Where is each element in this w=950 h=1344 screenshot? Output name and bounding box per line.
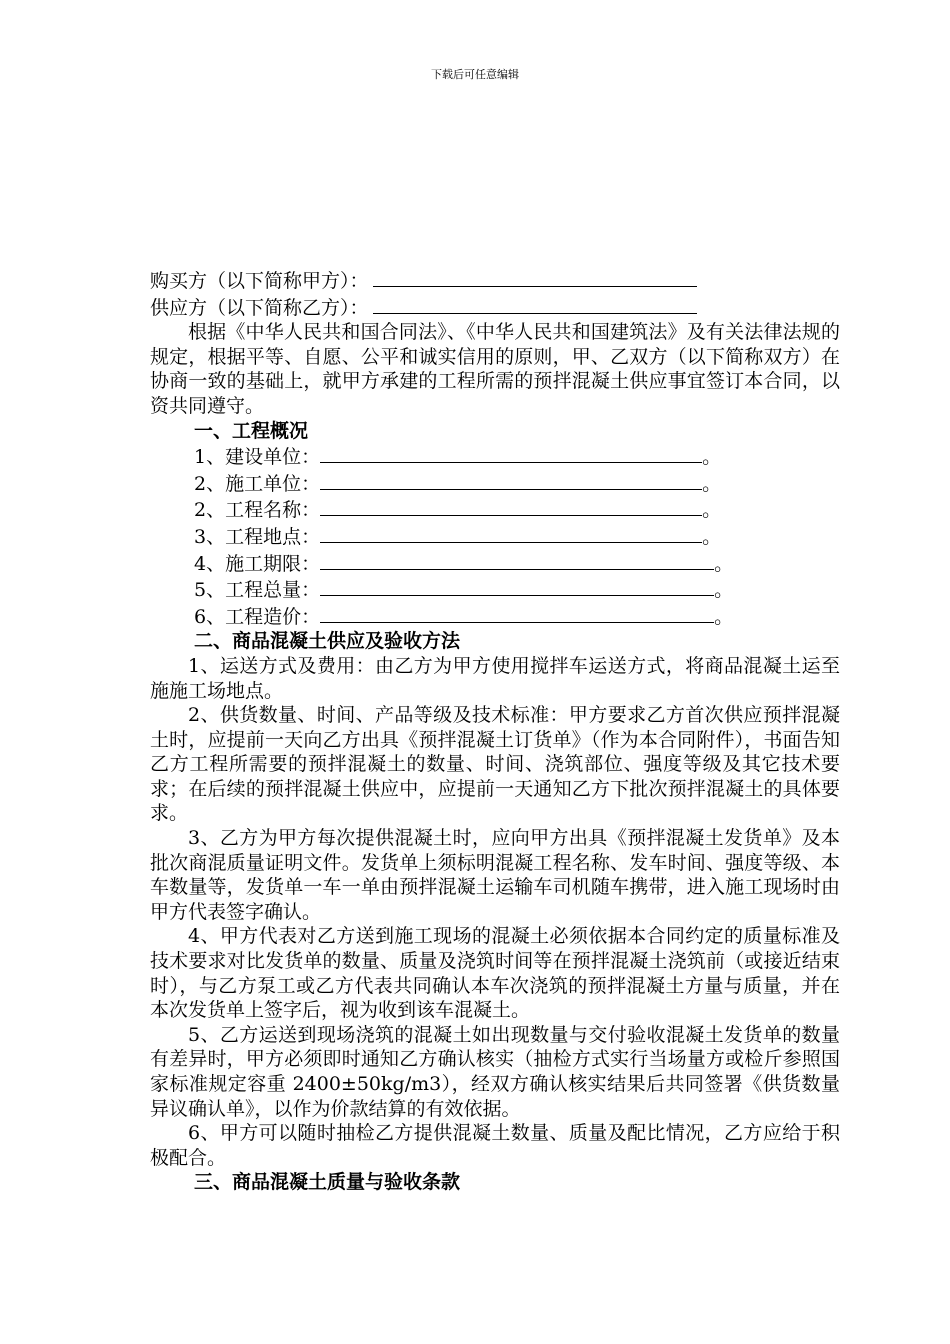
item-blank[interactable]	[320, 523, 702, 543]
project-item	[194, 443, 840, 470]
item-end: 。	[702, 446, 722, 469]
section-1-title: 一、工程概况	[194, 419, 309, 442]
item-end: 。	[714, 605, 734, 628]
clause-paragraph: 3、乙方为甲方每次提供混凝土时，应向甲方出具《预拌混凝土发货单》及本批次商混质量证明文件。发货单上须标明混凝工程名称、发车时间、强度等级、本车数量等，发货单一车一单由预拌混凝土运输车司机随车携带，进入施工现场时由甲方代表签字确认。	[150, 827, 840, 923]
item-label: 5、工程总量：	[194, 579, 321, 602]
project-item	[194, 470, 840, 497]
item-end: 。	[714, 579, 734, 602]
clause-paragraph: 4、甲方代表对乙方送到施工现场的混凝土必须依据本合同约定的质量标准及技术要求对比发货单的数量、质量及浇筑时间等在预拌混凝土浇筑前（或接近结束时），与乙方泵工或乙方代表共同确认本车次浇筑的预拌混凝土方量与质量，并在本次发货单上签字后，视为收到该车混凝土。	[150, 925, 840, 1022]
section-3-title: 三、商品混凝土质量与验收条款	[194, 1171, 461, 1194]
project-item	[194, 603, 840, 630]
item-label: 2、工程名称：	[194, 499, 321, 522]
item-label: 2、施工单位：	[194, 472, 321, 495]
buyer-label: 购买方（以下简称甲方）：	[150, 270, 369, 292]
item-blank[interactable]	[320, 576, 714, 596]
item-label: 6、工程造价：	[194, 605, 321, 628]
clause-paragraph: 2、供货数量、时间、产品等级及技术标准：甲方要求乙方首次供应预拌混凝土时，应提前一天向乙方出具《预拌混凝土订货单》（作为本合同附件），书面告知乙方工程所需要的预拌混凝土的数量、时间、浇筑部位、强度等级及其它技术要求；在后续的预拌混凝土供应中，应提前一天通知乙方下批次预拌混凝土的具体要求。	[150, 704, 840, 825]
item-end: 。	[714, 552, 734, 575]
item-end: 。	[702, 472, 722, 495]
item-label: 3、工程地点：	[194, 525, 321, 548]
buyer-blank[interactable]	[373, 267, 697, 287]
item-blank[interactable]	[320, 496, 702, 516]
contract-body	[150, 267, 840, 1195]
supplier-blank[interactable]	[373, 294, 697, 314]
clause-paragraph: 1、运送方式及费用：由乙方为甲方使用搅拌车运送方式，将商品混凝土运至施施工场地点。	[150, 654, 840, 702]
item-blank[interactable]	[320, 603, 714, 623]
clause-paragraph: 5、乙方运送到现场浇筑的混凝土如出现数量与交付验收混凝土发货单的数量有差异时，甲方必须即时通知乙方确认核实（抽检方式实行当场量方或检斤参照国家标准规定容重 2400±50kg/m3），经双方确认核实结果后共同签署《供货数量异议确认单》，以作为价款结算的有效依据。	[150, 1023, 840, 1120]
item-blank[interactable]	[320, 470, 702, 490]
buyer-line	[150, 267, 840, 294]
item-label: 4、施工期限：	[194, 552, 321, 575]
item-blank[interactable]	[320, 550, 714, 570]
project-item	[194, 550, 840, 577]
supplier-label: 供应方（以下简称乙方）：	[150, 296, 369, 319]
item-end: 。	[702, 499, 722, 522]
project-item	[194, 496, 840, 523]
supplier-line	[150, 294, 840, 321]
intro-paragraph: 根据《中华人民共和国合同法》、《中华人民共和国建筑法》及有关法律法规的规定，根据平等、自愿、公平和诚实信用的原则，甲、乙双方（以下简称双方）在协商一致的基础上，就甲方承建的工程所需的预拌混凝土供应事宜签订本合同，以资共同遵守。	[150, 321, 840, 417]
project-item	[194, 576, 840, 603]
section-2-title: 二、商品混凝土供应及验收方法	[194, 630, 461, 653]
clause-paragraph: 6、甲方可以随时抽检乙方提供混凝土数量、质量及配比情况，乙方应给于积极配合。	[150, 1122, 840, 1169]
page-header: 下载后可任意编辑	[431, 68, 519, 81]
item-label: 1、建设单位：	[194, 446, 321, 469]
project-item	[194, 523, 840, 550]
item-blank[interactable]	[320, 443, 702, 463]
item-end: 。	[702, 525, 722, 548]
